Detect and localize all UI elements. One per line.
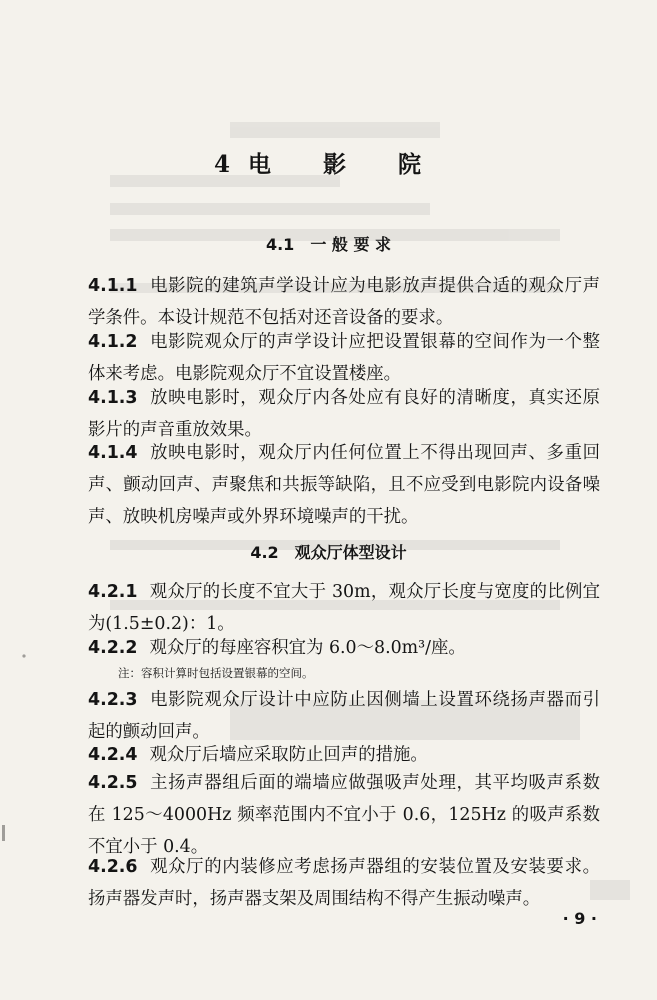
clause-4-1-1: [88, 270, 600, 334]
clause-4-1-4: [88, 437, 600, 533]
chapter-name: 电 影 院: [248, 151, 444, 178]
clause-4-2-1: [88, 576, 600, 640]
clause-text: 放映电影时，观众厅内各处应有良好的清晰度，真实还原影片的声音重放效果。: [88, 388, 600, 440]
clause-4-2-6: [88, 851, 600, 915]
clause-text: 观众厅的长度不宜大于 30m，观众厅长度与宽度的比例宜为(1.5±0.2)：1。: [88, 582, 600, 634]
clause-number: 4.1.1: [88, 276, 138, 296]
chapter-number: 4: [213, 151, 230, 178]
clause-number: 4.2.2: [88, 638, 138, 658]
section-number: 4.1: [265, 235, 295, 254]
clause-number: 4.2.4: [88, 745, 138, 765]
chapter-title: [0, 146, 657, 179]
clause-number: 4.1.2: [88, 332, 138, 352]
clause-text: 放映电影时，观众厅内任何位置上不得出现回声、多重回声、颤动回声、声聚焦和共振等缺陷，且不应受到电影院内设备噪声、放映机房噪声或外界环境噪声的干扰。: [88, 443, 600, 527]
clause-4-2-2: [88, 632, 600, 664]
clause-text: 电影院观众厅设计中应防止因侧墙上设置环绕扬声器而引起的颤动回声。: [88, 690, 600, 742]
section-title: 观众厅体型设计: [294, 543, 407, 562]
clause-number: 4.2.5: [88, 773, 138, 793]
section-number: 4.2: [250, 543, 279, 562]
clause-number: 4.1.4: [88, 443, 138, 463]
section-title: 一 般 要 求: [310, 235, 392, 254]
clause-number: 4.1.3: [88, 388, 138, 408]
clause-text: 观众厅的内装修应考虑扬声器组的安装位置及安装要求。扬声器发声时，扬声器支架及周围结构不得产生振动噪声。: [88, 857, 600, 909]
clause-text: 主扬声器组后面的端墙应做强吸声处理，其平均吸声系数在 125～4000Hz 频率范围内不宜小于 0.6，125Hz 的吸声系数不宜小于 0.4。: [88, 773, 600, 857]
clause-4-1-2: [88, 326, 600, 390]
clause-text: 电影院观众厅的声学设计应把设置银幕的空间作为一个整体来考虑。电影院观众厅不宜设置楼座。: [88, 332, 600, 384]
clause-number: 4.2.6: [88, 857, 138, 877]
clause-number: 4.2.3: [88, 690, 138, 710]
clause-number: 4.2.1: [88, 582, 138, 602]
page-number: · 9 ·: [562, 909, 597, 928]
clause-text: 电影院的建筑声学设计应为电影放声提供合适的观众厅声学条件。本设计规范不包括对还音设备的要求。: [88, 276, 600, 328]
clause-text: 观众厅的每座容积宜为 6.0～8.0m³/座。: [149, 638, 466, 658]
section-heading-4-1: [0, 232, 657, 255]
clause-text: 观众厅后墙应采取防止回声的措施。: [149, 745, 428, 765]
section-heading-4-2: [0, 540, 657, 563]
clause-4-2-5: [88, 767, 600, 863]
note: 注：容积计算时包括设置银幕的空间。: [118, 666, 314, 680]
